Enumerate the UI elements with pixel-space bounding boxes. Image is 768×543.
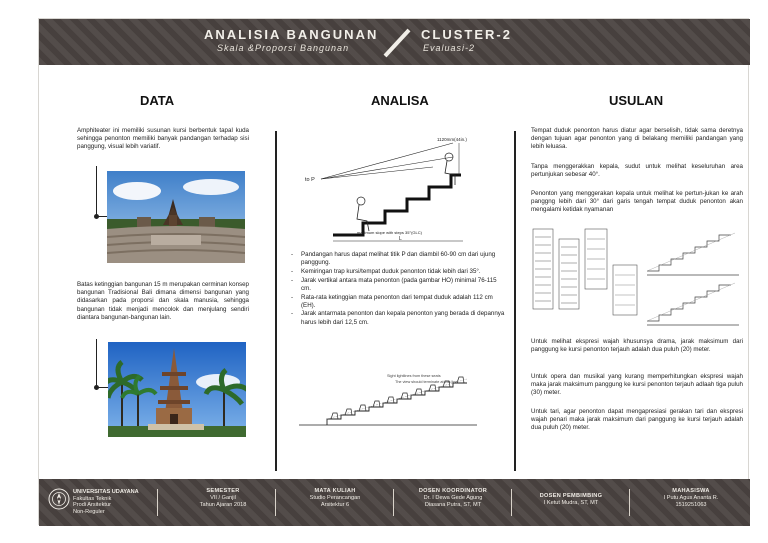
header-cluster: CLUSTER-2 [421,27,512,42]
heading-usulan: USULAN [609,93,664,108]
course-number: Arsitektur 6 [320,502,350,508]
university-logo-icon [48,488,70,510]
diagram-label-sightline: Sight lightlines from these seats [387,374,441,378]
header-title: ANALISIA BANGUNAN [204,27,379,42]
header-evaluation: Evaluasi-2 [423,43,476,53]
faculty-name: Fakultas Teknik [73,495,112,502]
usulan-paragraph-4: Untuk melihat ekspresi wajah khusunsya drama, jarak maksimum dari panggung ke kursi penonton terjauh adalah dua puluh (20) meter. [531,338,743,354]
heading-data: DATA [140,93,175,108]
connector-line-1 [96,166,97,216]
coordinator-name-1: Dr. I Dewa Gede Agung [423,495,483,501]
coordinator-label: DOSEN KOORDINATOR [418,488,488,494]
analisa-bullet: - Rata-rata ketinggian mata penonton dari tempat duduk adalah 112 cm (EH). [291,294,505,310]
coordinator-name-2: Diasana Putra, ST, MT [424,502,482,508]
course-label: MATA KULIAH [314,488,356,494]
connector-line-2 [96,339,97,387]
header-subtitle: Skala &Proporsi Bangunan [217,43,350,53]
usulan-paragraph-3: Penonton yang menggerakan kepala untuk melihat ke pertun-jukan ke arah panggng lebih dari 30° dari garis tengah tempat duduk penonton akan mengalami ketidak nyamanan [531,190,743,214]
diagram-label-height: 1120mm(44in.) [437,137,467,142]
university-info [73,489,139,515]
footer-divider [629,489,630,516]
footer-course [289,488,381,509]
program-type: Non-Reguler [73,508,105,515]
analisa-bullet: - Jarak antarmata penonton dan kepala penonton yang berada di depannya harus lebih dari 12,5 cm. [291,310,505,326]
footer-divider [511,489,512,516]
usulan-paragraph-6: Untuk tari, agar penonton dapat mengapresiasi gerakan tari dan ekspresi wajah penari maka jarak maksimum dari panggung ke kursi terjauh adalah dua puluh (20) meter. [531,408,743,432]
diagram-label-view: The view should terminate at this line [395,380,458,384]
column-divider-right [514,131,516,471]
sightline-section-diagram [303,137,473,243]
footer-divider [393,489,394,516]
poster-sheet [38,18,749,525]
usulan-paragraph-2: Tanpa menggerakkan kepala, sudut untuk melihat keseluruhan area pertunjukan sebesar 40°. [531,163,743,179]
footer-banner [39,479,750,526]
analisa-bullet-list [291,251,505,327]
analisa-bullet: - Pandangan harus dapat melihat titik P dan diambil 60-90 cm dari ujung panggung. [291,251,505,267]
usulan-paragraph-5: Untuk opera dan musikal yang kurang memperhitungkan ekspresi wajah maka jarak maksimum panggung ke kursi penonton terjauh adlaah tiga puluh (30) meter. [531,373,743,397]
seating-arrangement-diagrams [529,225,745,331]
stepped-seating-diagram [291,369,487,431]
semester-year: Tahun Ajaran 2018 [199,502,247,508]
semester-value: VII / Ganjil [210,495,236,501]
footer-supervisor [519,493,623,507]
footer-divider [275,489,276,516]
diagram-label-length: L [399,236,402,242]
student-label: MAHASISWA [672,488,710,494]
diagram-label-slope: maximum slope with steps 35°(GLC) [357,230,422,235]
header-banner [39,19,750,65]
bali-temple-photo [108,342,246,437]
heading-analisa: ANALISA [371,93,429,108]
diagram-label-point: to P [305,177,315,183]
analisa-bullet: - Kemiringan trap kursi/tempat duduk penonton tidak lebih dari 35°. [291,268,505,276]
connector-dot-1 [94,214,99,219]
connector-dot-2 [94,385,99,390]
usulan-paragraph-1: Tempat duduk penonton harus diatur agar berselisih, tidak sama deretnya dengan tujuan agar penonton yang di belakang memiliki pandangan yang lebih leluasa. [531,127,743,151]
program-name: Prodi Arsitektur [73,502,111,509]
student-name: I Putu Agus Ananta R. [663,495,719,501]
course-name: Studio Perancangan [309,495,361,501]
footer-student [639,488,743,509]
supervisor-name: I Ketut Mudra, ST, MT [543,500,599,506]
footer-coordinator [401,488,505,509]
analisa-bullet: - Jarak vertikal antara mata penonton (pada gambar HO) minimal 76-115 cm. [291,277,505,293]
university-name: UNIVERSITAS UDAYANA [73,489,139,495]
footer-semester [177,488,269,509]
slash-divider-icon [379,24,415,60]
data-paragraph-2: Batas ketinggian bangunan 15 m merupakan cerminan konsep bangunan Tradisional Bali dimana dimensi bangunan yang didasarkan pada proporsi dan skala manusia, sehingga bangunan tidak menjadi mencolok dan menjulang sendiri diantara bangunan-bangunan lain. [77,281,249,321]
data-paragraph-1: Amphiteater ini memiliki susunan kursi berbentuk tapal kuda sehingga penonton memiliki banyak pandangan terhadap sisi panggung, visual lebih variatif. [77,127,249,151]
semester-label: SEMESTER [206,488,240,494]
amphitheater-photo [107,171,245,263]
column-divider-left [275,131,277,471]
footer-divider [157,489,158,516]
student-id: 1519251063 [675,502,707,508]
supervisor-label: DOSEN PEMBIMBING [539,493,603,499]
